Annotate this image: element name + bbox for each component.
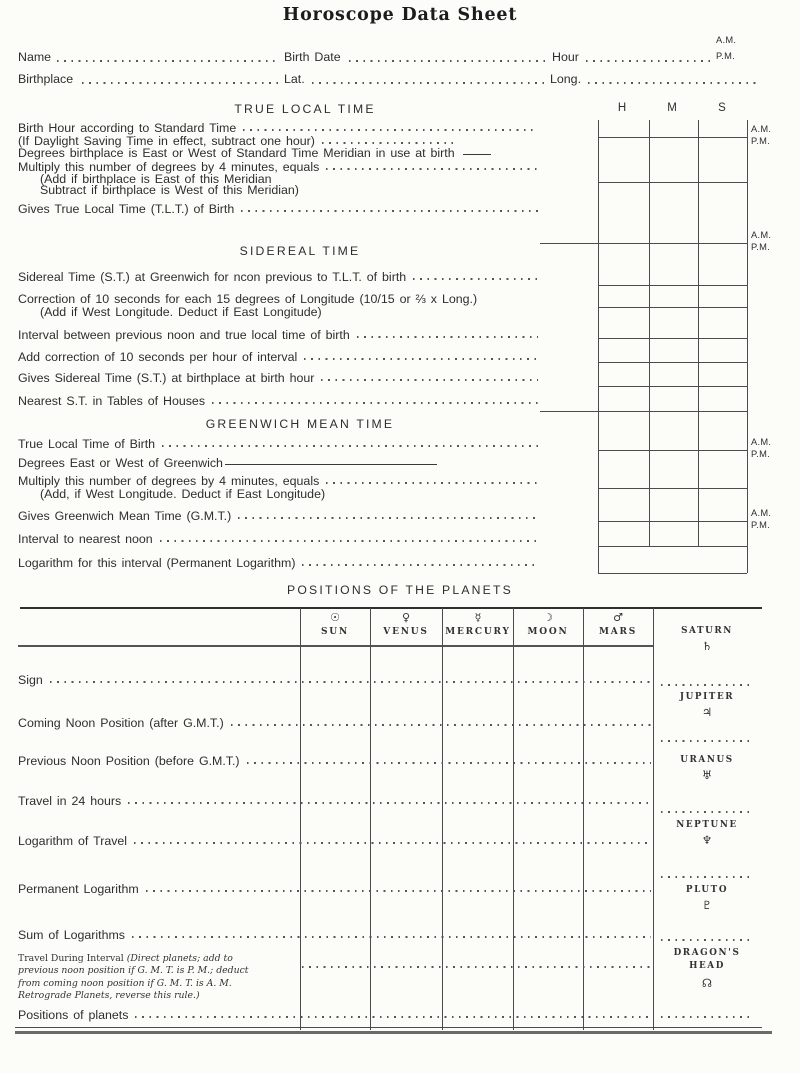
table-row [18, 834, 653, 848]
form-row [18, 121, 540, 135]
grid-line [698, 120, 699, 546]
dotted-leader [128, 802, 651, 804]
lat-label: Lat. [284, 72, 305, 86]
uranus-label: URANUS [680, 755, 734, 765]
pm-label: P.M. [751, 242, 771, 252]
section-greenwich-mean-time: GREENWICH MEAN TIME [205, 417, 395, 431]
dotted-leader [357, 336, 538, 338]
form-row [18, 437, 540, 451]
lat-fill-line [312, 82, 546, 84]
long-fill-line [588, 82, 756, 84]
grid-line [598, 182, 747, 183]
name-label: Name [18, 50, 52, 64]
form-row [18, 350, 540, 364]
row-label: Interval between previous noon and true local time of birth [18, 328, 350, 342]
grid-line [598, 137, 747, 138]
form-row [18, 202, 540, 216]
neptune-icon: ♆ [701, 833, 713, 847]
uranus-icon: ♅ [701, 768, 713, 782]
side-dotted-line [661, 876, 751, 878]
dragons-head-label: DRAGON'S HEAD [673, 948, 741, 971]
note-lead: Travel During Interval [18, 953, 124, 964]
row-label: Coming Noon Position (after G.M.T.) [18, 716, 224, 730]
dotted-leader [413, 278, 538, 280]
dotted-leader [231, 724, 651, 726]
row-label: Logarithm for this interval (Permanent Logarithm) [18, 556, 296, 570]
row-label: Birth Hour according to Standard Time [18, 121, 237, 135]
table-header-rule [18, 645, 654, 647]
side-dotted-line [661, 939, 751, 941]
dotted-leader [304, 358, 538, 360]
grid-line [598, 521, 747, 522]
dotted-leader [212, 402, 538, 404]
grid-line [598, 120, 599, 573]
form-row [18, 328, 540, 342]
row-label: Sign [18, 673, 43, 687]
row-label: Multiply this number of degrees by 4 minutes, equals [18, 160, 320, 174]
pm-label: P.M. [716, 51, 736, 61]
saturn-label: SATURN [681, 626, 733, 636]
section-true-local-time: TRUE LOCAL TIME [234, 102, 376, 116]
am-label: A.M. [751, 508, 772, 518]
dotted-leader [241, 210, 538, 212]
table-row [18, 794, 653, 808]
grid-line [598, 362, 747, 363]
col-s-label: S [718, 102, 726, 114]
section-positions-of-planets: POSITIONS OF THE PLANETS [287, 583, 513, 597]
row-label: Degrees East or West of Greenwich [18, 456, 223, 470]
jupiter-icon: ♃ [701, 705, 713, 719]
form-row [18, 270, 540, 284]
form-row [18, 532, 540, 546]
dragons-head-icon: ☊ [701, 976, 713, 990]
dotted-leader [322, 142, 453, 144]
side-dotted-line [661, 740, 751, 742]
grid-line [747, 120, 748, 573]
section-sidereal-time: SIDEREAL TIME [239, 244, 361, 258]
dotted-leader [134, 842, 651, 844]
moon-column-header: MOON [527, 627, 569, 637]
grid-line [598, 450, 747, 451]
mercury-icon: ☿ [474, 611, 482, 624]
row-label: Travel in 24 hours [18, 794, 122, 808]
table-bottom-rule [15, 1027, 762, 1028]
form-row [18, 146, 491, 160]
table-row [18, 673, 653, 687]
grid-line [598, 411, 747, 412]
side-dotted-line [661, 684, 751, 686]
hour-fill-line [586, 60, 712, 62]
jupiter-label: JUPITER [679, 692, 735, 702]
row-label: Nearest S.T. in Tables of Houses [18, 394, 206, 408]
row-label: Add correction of 10 seconds per hour of interval [18, 350, 298, 364]
row-label: (If Daylight Saving Time in effect, subtract one hour) [18, 134, 315, 148]
grid-line [598, 488, 747, 489]
venus-column-header: VENUS [383, 627, 429, 637]
col-h-label: H [617, 102, 627, 114]
travel-during-interval-note [18, 953, 262, 1003]
row-label: Previous Noon Position (before G.M.T.) [18, 754, 240, 768]
row-label: Gives Greenwich Mean Time (G.M.T.) [18, 509, 232, 523]
am-label: A.M. [751, 437, 772, 447]
solid-rule [225, 464, 437, 466]
dotted-leader [50, 681, 651, 683]
birth-date-label: Birth Date [284, 50, 341, 64]
grid-line-extension [540, 411, 598, 412]
row-label: Sum of Logarithms [18, 928, 125, 942]
form-row [18, 509, 540, 523]
table-top-rule [20, 607, 762, 609]
pluto-icon: ♇ [701, 898, 713, 912]
page-title: Horoscope Data Sheet [282, 5, 518, 25]
table-bottom-rule-thick [15, 1031, 772, 1034]
mars-column-header: MARS [598, 627, 638, 637]
dash-rule [463, 154, 491, 156]
sun-icon: ☉ [330, 611, 340, 624]
dotted-leader [243, 129, 538, 131]
row-label: (Add if West Longitude. Deduct if East Longitude) [40, 305, 322, 319]
moon-icon: ☽ [543, 611, 553, 624]
venus-icon: ♀ [401, 611, 411, 624]
row-label: Interval to nearest noon [18, 532, 153, 546]
row-label: True Local Time of Birth [18, 437, 156, 451]
row-label: Sidereal Time (S.T.) at Greenwich for ncon previous to T.L.T. of birth [18, 270, 407, 284]
hour-label: Hour [552, 50, 579, 64]
table-row [18, 928, 653, 942]
am-label: A.M. [751, 230, 772, 240]
form-row [18, 556, 540, 570]
neptune-label: NEPTUNE [676, 820, 738, 830]
table-row [18, 1008, 653, 1022]
side-dotted-line [661, 1016, 751, 1018]
form-row [18, 394, 540, 408]
row-label: Permanent Logarithm [18, 882, 139, 896]
row-label: (Add if birthplace is East of this Meridian [40, 172, 272, 186]
pm-label: P.M. [751, 520, 771, 530]
row-label: (Add, if West Longitude. Deduct if East Longitude) [40, 487, 326, 501]
row-label: Gives Sidereal Time (S.T.) at birthplace at birth hour [18, 371, 315, 385]
row-label: Gives True Local Time (T.L.T.) of Birth [18, 202, 235, 216]
dotted-leader [135, 1016, 651, 1018]
dotted-leader [238, 517, 538, 519]
row-label: Subtract if birthplace is West of this Meridian) [40, 183, 299, 197]
form-row [18, 474, 540, 488]
long-label: Long. [550, 72, 582, 86]
dotted-leader [302, 564, 538, 566]
grid-line [598, 243, 747, 244]
form-row [18, 371, 540, 385]
birthplace-label: Birthplace [18, 72, 74, 86]
dotted-leader [302, 966, 653, 968]
grid-line [598, 285, 747, 286]
note-body: (Direct planets; add to previous noon position if G. M. T. is P. M.; deduct from coming noon position if G. M. T. is A. M. Retrograde Planets, reverse this rule.) [18, 953, 249, 1002]
pluto-label: PLUTO [685, 885, 729, 895]
dotted-leader [321, 379, 538, 381]
row-label: Multiply this number of degrees by 4 minutes, equals [18, 474, 320, 488]
mars-icon: ♂ [613, 611, 623, 624]
dotted-leader [326, 168, 538, 170]
grid-line-extension [540, 243, 598, 244]
table-row [18, 716, 653, 730]
am-label: A.M. [716, 35, 737, 45]
dotted-leader [146, 890, 651, 892]
sun-column-header: SUN [321, 627, 349, 637]
dotted-leader [160, 540, 538, 542]
saturn-icon: ♄ [701, 639, 713, 653]
grid-line [598, 386, 747, 387]
col-m-label: M [667, 102, 677, 114]
grid-line [598, 307, 747, 308]
grid-line [598, 573, 747, 574]
table-row [18, 754, 653, 768]
row-label: Positions of planets [18, 1008, 129, 1022]
row-label: Correction of 10 seconds for each 15 degrees of Longitude (10/15 or ⅔ x Long.) [18, 292, 478, 306]
grid-line [649, 120, 650, 546]
pm-label: P.M. [751, 449, 771, 459]
dotted-leader [162, 445, 538, 447]
name-fill-line [57, 60, 280, 62]
mercury-column-header: MERCURY [445, 627, 511, 637]
dotted-leader [132, 936, 651, 938]
birth-date-fill-line [349, 60, 546, 62]
row-label: Degrees birthplace is East or West of Standard Time Meridian in use at birth [18, 146, 455, 160]
birthplace-fill-line [82, 82, 278, 84]
form-row [18, 456, 437, 470]
dotted-leader [247, 762, 651, 764]
pm-label: P.M. [751, 136, 771, 146]
table-line [653, 608, 654, 1030]
row-label: Logarithm of Travel [18, 834, 128, 848]
dotted-leader [326, 482, 538, 484]
side-dotted-line [661, 811, 751, 813]
grid-line [598, 546, 747, 547]
table-row [18, 882, 653, 896]
table-line [300, 608, 301, 1030]
am-label: A.M. [751, 124, 772, 134]
grid-line [598, 338, 747, 339]
